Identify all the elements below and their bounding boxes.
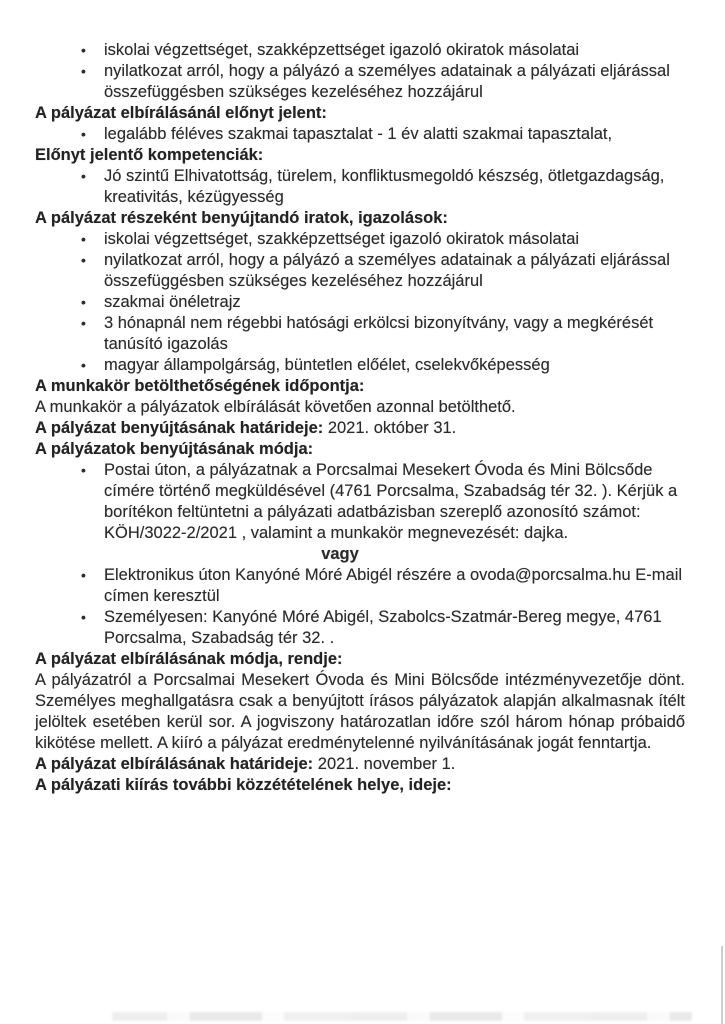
section-submission-deadline — [35, 418, 685, 439]
section-position-start — [35, 376, 685, 418]
evaluation-method-body: A pályázatról a Porcsalmai Mesekert Óvoda és Mini Bölcsőde intézményvezetője dönt. Személyes meghallgatásra csak a benyújtott írásos pályázatok alapján alkalmasnak ítélt jelöltek esetében kerül sor. A jogviszony határozatlan időre szól három hónap próbaidő kikötése mellett. A kiíró a pályázat eredménytelenné nyilvánításának jogát fenntartja. — [35, 671, 685, 752]
further-publication-heading: A pályázati kiírás további közzétételének helye, ideje: — [35, 776, 452, 794]
job-posting-document — [35, 40, 685, 796]
advantage-bullet-list — [35, 124, 685, 145]
list-item: • 3 hónapnál nem régebbi hatósági erkölcsi bizonyítvány, vagy a megkérését tanúsító igazolás — [81, 313, 685, 355]
list-item: • iskolai végzettséget, szakképzettséget igazoló okiratok másolatai — [81, 40, 685, 61]
submission-method-bullet-list — [35, 460, 685, 544]
section-evaluation-method — [35, 649, 685, 754]
evaluation-deadline-value: 2021. november 1. — [313, 755, 456, 773]
list-item-electronic: • Elektronikus úton Kanyóné Móré Abigél részére a ovoda@porcsalma.hu E-mail címen keresztül — [81, 565, 685, 607]
intro-bullet-list — [35, 40, 685, 103]
or-separator: vagy — [321, 545, 359, 563]
submission-deadline-value: 2021. október 31. — [323, 419, 457, 437]
list-item: • iskolai végzettséget, szakképzettséget igazoló okiratok másolatai — [81, 229, 685, 250]
submission-method-bullet-list-2 — [35, 565, 685, 649]
list-item-postal: • Postai úton, a pályázatnak a Porcsalmai Mesekert Óvoda és Mini Bölcsőde címére történő megküldésével (4761 Porcsalma, Szabadság tér 32. ). Kérjük a borítékon feltüntetni a pályázati adatbázisban szereplő azonosító számot: KÖH/3022-2/2021 , valamint a munkakör megnevezését: dajka. — [81, 460, 685, 544]
position-start-heading: A munkakör betölthetőségének időpontja: — [35, 377, 365, 395]
competencies-heading: Előnyt jelentő kompetenciák: — [35, 146, 264, 164]
submission-method-heading: A pályázatok benyújtásának módja: — [35, 440, 314, 458]
list-item: • nyilatkozat arról, hogy a pályázó a személyes adatainak a pályázati eljárással összefüggésben szükséges kezeléséhez hozzájárul — [81, 61, 685, 103]
list-item: • szakmai önéletrajz — [81, 292, 685, 313]
list-item: • nyilatkozat arról, hogy a pályázó a személyes adatainak a pályázati eljárással összefüggésben szükséges kezeléséhez hozzájárul — [81, 250, 685, 292]
scan-artifact-right-edge — [721, 946, 723, 1024]
submission-deadline-line — [35, 418, 685, 439]
evaluation-method-heading: A pályázat elbírálásának módja, rendje: — [35, 650, 343, 668]
list-item-in-person: • Személyesen: Kanyóné Móré Abigél, Szabolcs-Szatmár-Bereg megye, 4761 Porcsalma, Szabadság tér 32. . — [81, 607, 685, 649]
section-further-publication — [35, 775, 685, 796]
list-item: • Jó szintű Elhivatottság, türelem, konfliktusmegoldó készség, ötletgazdagság, kreativitás, kézügyesség — [81, 166, 685, 208]
advantage-heading: A pályázat elbírálásánál előnyt jelent: — [35, 104, 327, 122]
evaluation-deadline-line — [35, 754, 685, 775]
competencies-bullet-list — [35, 166, 685, 208]
section-intro-bullets — [35, 40, 685, 103]
required-documents-heading: A pályázat részeként benyújtandó iratok, igazolások: — [35, 209, 448, 227]
section-required-documents — [35, 208, 685, 376]
section-advantage — [35, 103, 685, 145]
section-submission-method — [35, 439, 685, 649]
list-item: • magyar állampolgárság, büntetlen előélet, cselekvőképesség — [81, 355, 685, 376]
submission-deadline-label: A pályázat benyújtásának határideje: — [35, 419, 324, 437]
list-item: • legalább féléves szakmai tapasztalat - 1 év alatti szakmai tapasztalat, — [81, 124, 685, 145]
required-documents-bullet-list — [35, 229, 685, 376]
position-start-body: A munkakör a pályázatok elbírálását követően azonnal betölthető. — [35, 398, 516, 416]
scan-artifact-band — [112, 1012, 692, 1021]
evaluation-deadline-label: A pályázat elbírálásának határideje: — [35, 755, 314, 773]
section-evaluation-deadline — [35, 754, 685, 775]
section-competencies — [35, 145, 685, 208]
